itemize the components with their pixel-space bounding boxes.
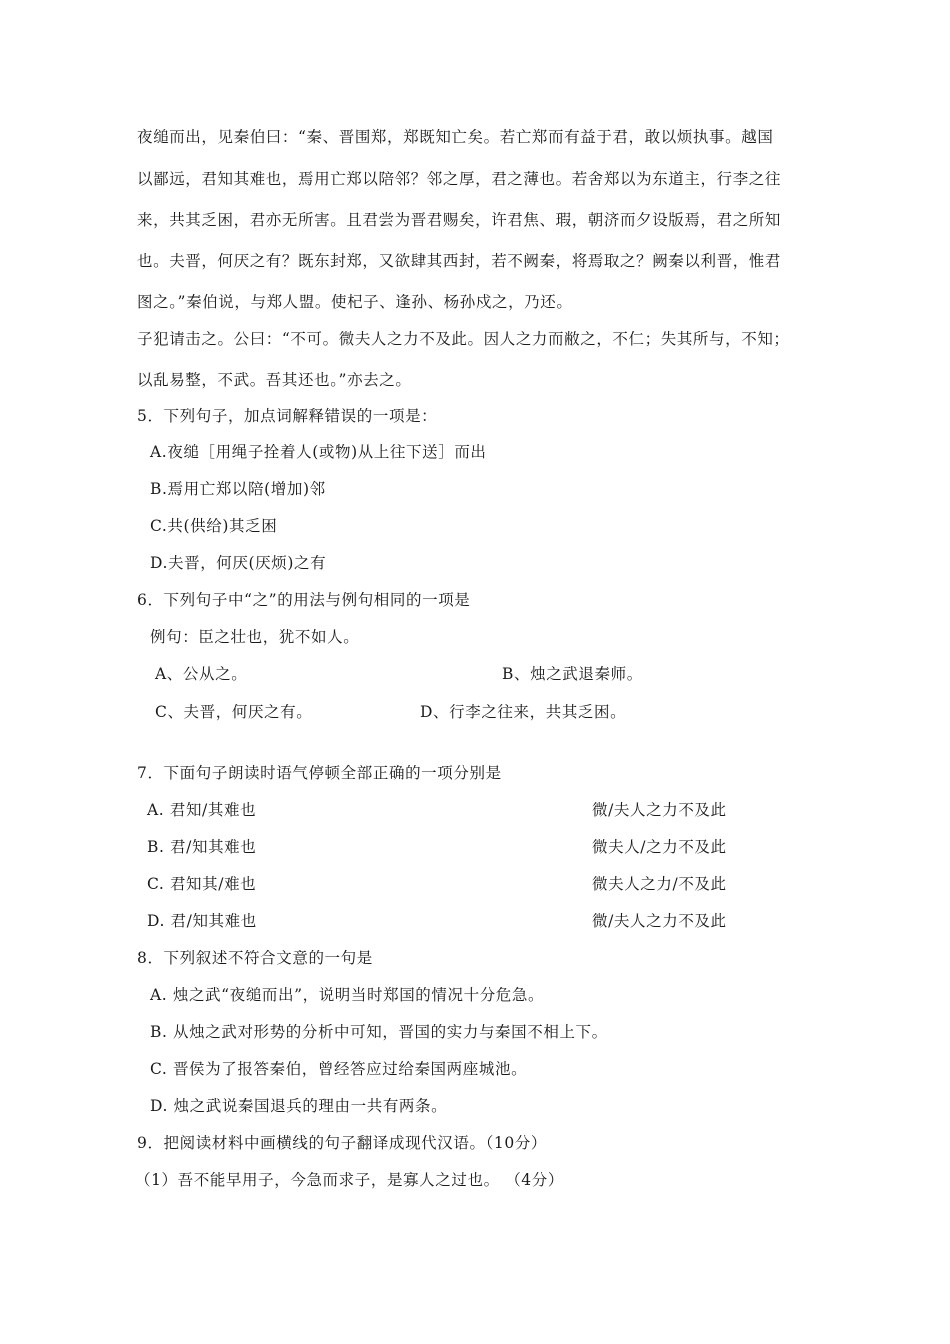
q6-option-a: A、公从之。 — [155, 665, 248, 683]
passage-line-3: 来，共其乏困，君亦无所害。且君尝为晋君赐矣，许君焦、瑕，朝济而夕设版焉，君之所知 — [137, 211, 782, 229]
q9-stem: 9．把阅读材料中画横线的句子翻译成现代汉语。（10分） — [137, 1134, 548, 1152]
q5-option-d: D.夫晋，何厌(厌烦)之有 — [150, 554, 327, 572]
q8-stem: 8．下列叙述不符合文意的一句是 — [137, 949, 373, 967]
q5-stem: 5．下列句子，加点词解释错误的一项是： — [137, 407, 438, 425]
q7-option-d-right: 微/夫人之力不及此 — [592, 912, 727, 930]
q7-option-a: A. 君知/其难也 — [147, 801, 257, 819]
q8-option-a: A. 烛之武“夜缒而出”，说明当时郑国的情况十分危急。 — [150, 986, 545, 1004]
q8-option-c: C. 晋侯为了报答秦伯，曾经答应过给秦国两座城池。 — [150, 1060, 528, 1078]
q8-option-d: D. 烛之武说秦国退兵的理由一共有两条。 — [150, 1097, 448, 1115]
passage-line-5: 图之。”秦伯说，与郑人盟。使杞子、逢孙、杨孙戍之，乃还。 — [137, 293, 573, 311]
q8-option-b: B. 从烛之武对形势的分析中可知，晋国的实力与秦国不相上下。 — [150, 1023, 608, 1041]
q6-option-d: D、行李之往来，共其乏困。 — [420, 703, 627, 721]
q7-option-d: D. 君/知其难也 — [147, 912, 257, 930]
q9-sub-1: （1）吾不能早用子，今急而求子，是寡人之过也。 （4分） — [135, 1171, 564, 1189]
q5-option-b: B.焉用亡郑以陪(增加)邻 — [150, 480, 326, 498]
q7-option-a-right: 微/夫人之力不及此 — [592, 801, 727, 819]
q6-stem: 6．下列句子中“之”的用法与例句相同的一项是 — [137, 591, 471, 609]
q6-option-b: B、烛之武退秦师。 — [502, 665, 643, 683]
q6-example: 例句：臣之壮也，犹不如人。 — [150, 628, 360, 646]
passage-line-1: 夜缒而出，见秦伯曰：“秦、晋围郑，郑既知亡矣。若亡郑而有益于君，敢以烦执事。越国 — [137, 128, 774, 146]
q7-option-c-right: 微夫人之力/不及此 — [592, 875, 727, 893]
passage-line-2: 以鄙远，君知其难也，焉用亡郑以陪邻？邻之厚，君之薄也。若舍郑以为东道主，行李之往 — [137, 170, 782, 188]
q5-option-a: A.夜缒［用绳子拴着人(或物)从上往下送］而出 — [150, 443, 487, 461]
q7-option-b: B. 君/知其难也 — [147, 838, 257, 856]
passage-line-7: 以乱易整，不武。吾其还也。”亦去之。 — [137, 371, 412, 389]
q5-option-c: C.共(供给)其乏困 — [150, 517, 278, 535]
q7-option-c: C. 君知其/难也 — [147, 875, 257, 893]
passage-line-4: 也。夫晋，何厌之有？既东封郑，又欲肆其西封，若不阙秦，将焉取之？阙秦以利晋，惟君 — [137, 252, 782, 270]
q7-stem: 7．下面句子朗读时语气停顿全部正确的一项分别是 — [137, 764, 502, 782]
q7-option-b-right: 微夫人/之力不及此 — [592, 838, 727, 856]
passage-line-6: 子犯请击之。公曰：“不可。微夫人之力不及此。因人之力而敝之，不仁；失其所与，不知； — [137, 330, 790, 348]
q6-option-c: C、夫晋，何厌之有。 — [155, 703, 313, 721]
